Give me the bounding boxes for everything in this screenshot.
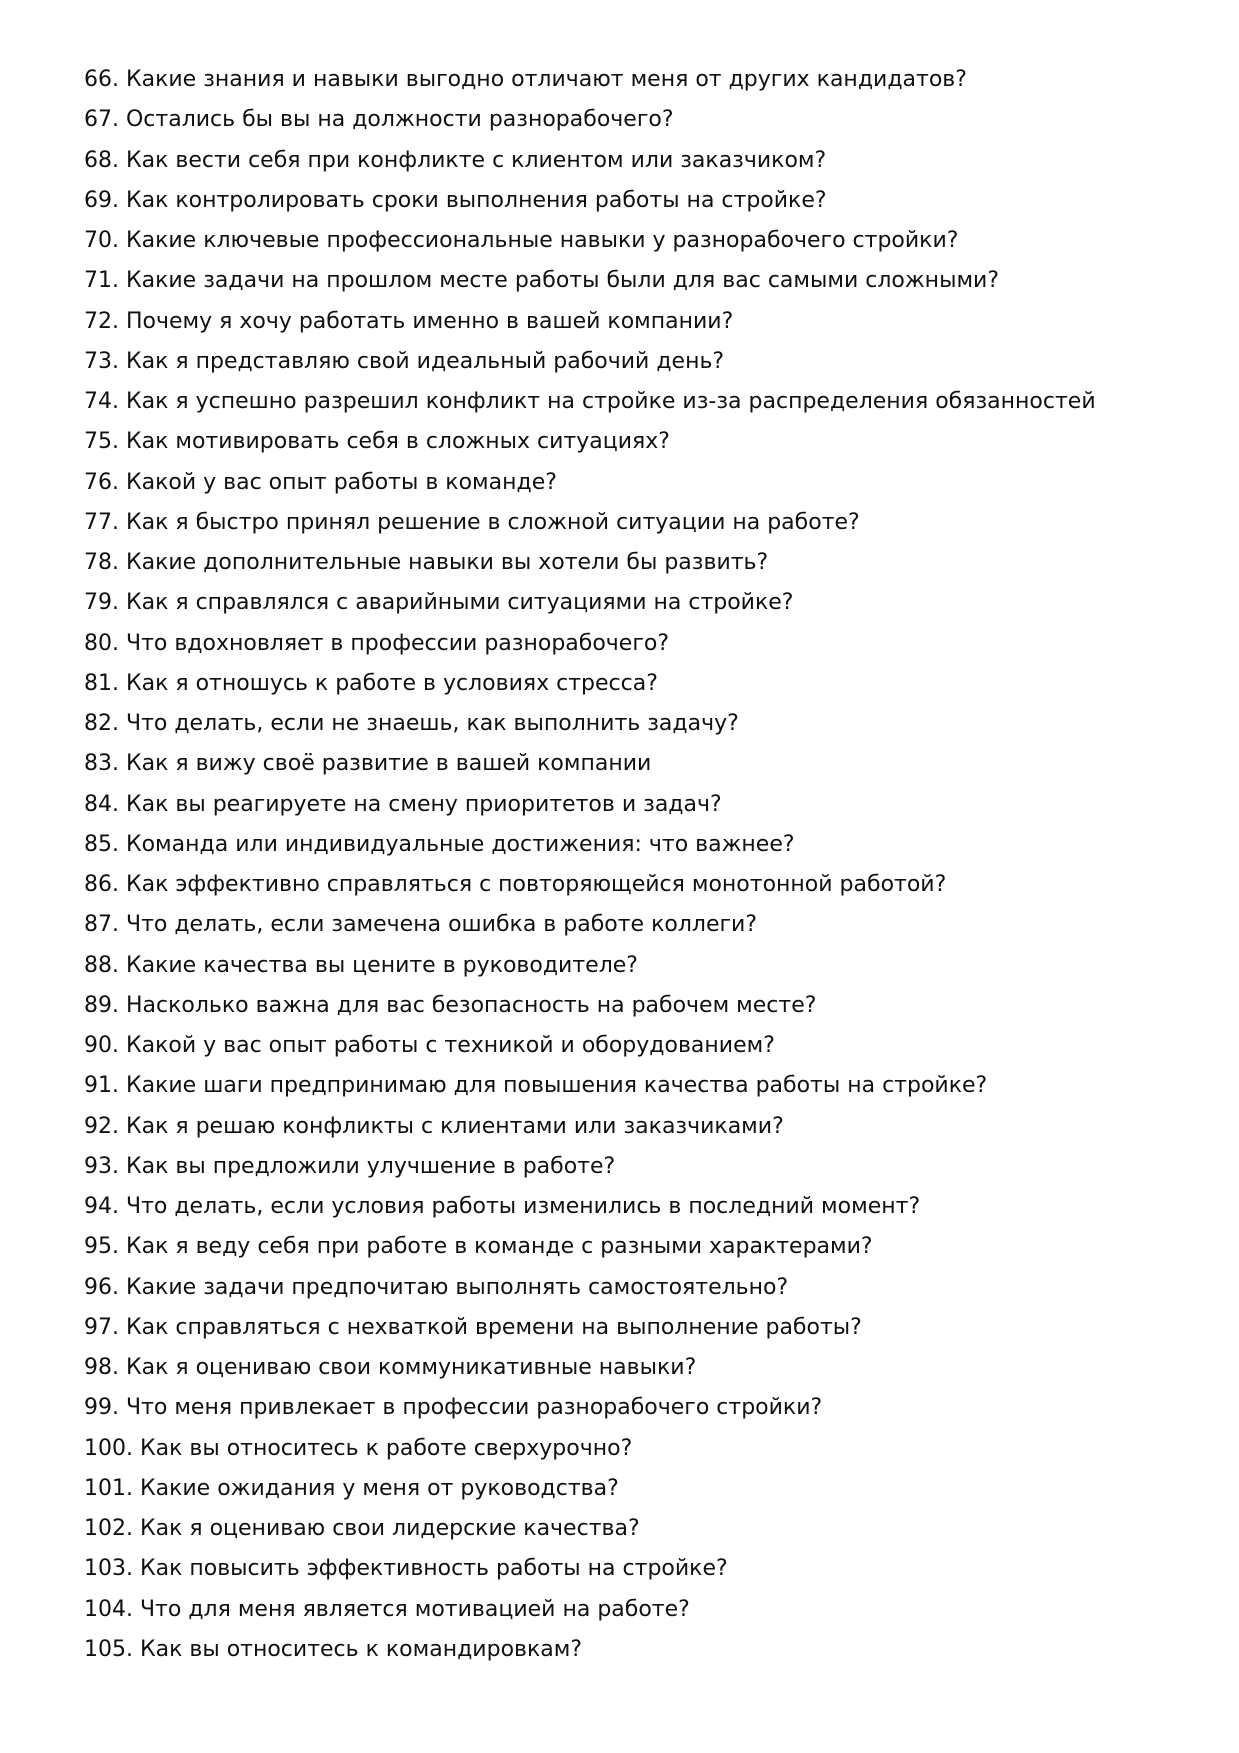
question-item: 82. Что делать, если не знаешь, как выполнить задачу? — [84, 711, 739, 736]
question-item: 104. Что для меня является мотивацией на работе? — [84, 1596, 690, 1622]
question-item: 78. Какие дополнительные навыки вы хотели бы развить? — [84, 550, 769, 575]
question-item: 85. Команда или индивидуальные достижения: что важнее? — [84, 831, 795, 857]
question-item: 91. Какие шаги предпринимаю для повышения качества работы на стройке? — [84, 1073, 988, 1099]
question-item: 69. Как контролировать сроки выполнения работы на стройке? — [84, 187, 827, 213]
question-item: 99. Что меня привлекает в профессии разнорабочего стройки? — [84, 1395, 823, 1421]
question-item: 103. Как повысить эффективность работы на стройке? — [84, 1556, 728, 1582]
question-item: 74. Как я успешно разрешил конфликт на стройке из-за распределения обязанностей — [84, 389, 1096, 414]
question-item: 97. Как справляться с нехваткой времени на выполнение работы? — [84, 1314, 862, 1340]
question-item: 96. Какие задачи предпочитаю выполнять самостоятельно? — [84, 1274, 789, 1300]
question-item: 71. Какие задачи на прошлом месте работы были для вас самыми сложными? — [84, 268, 1000, 294]
question-item: 83. Как я вижу своё развитие в вашей компании — [84, 751, 652, 777]
question-item: 88. Какие качества вы цените в руководителе? — [84, 952, 638, 978]
question-item: 101. Какие ожидания у меня от руководства? — [84, 1475, 619, 1501]
question-item: 94. Что делать, если условия работы изменились в последний момент? — [84, 1194, 921, 1219]
question-item: 84. Как вы реагируете на смену приоритетов и задач? — [84, 791, 722, 817]
question-item: 102. Как я оцениваю свои лидерские качества? — [84, 1516, 640, 1541]
question-item: 93. Как вы предложили улучшение в работе? — [84, 1153, 616, 1179]
question-item: 80. Что вдохновляет в профессии разнорабочего? — [84, 630, 670, 656]
question-item: 105. Как вы относитесь к командировкам? — [84, 1636, 583, 1662]
question-item: 75. Как мотивировать себя в сложных ситуациях? — [84, 429, 670, 455]
question-item: 77. Как я быстро принял решение в сложной ситуации на работе? — [84, 509, 860, 535]
question-item: 66. Какие знания и навыки выгодно отличают меня от других кандидатов? — [84, 67, 967, 92]
question-item: 79. Как я справлялся с аварийными ситуациями на стройке? — [84, 590, 794, 616]
question-item: 92. Как я решаю конфликты с клиентами или заказчиками? — [84, 1113, 784, 1139]
question-item: 72. Почему я хочу работать именно в вашей компании? — [84, 308, 734, 334]
question-item: 81. Как я отношусь к работе в условиях стресса? — [84, 670, 658, 696]
question-item: 87. Что делать, если замечена ошибка в работе коллеги? — [84, 912, 758, 938]
question-item: 90. Какой у вас опыт работы с техникой и оборудованием? — [84, 1033, 775, 1058]
question-item: 73. Как я представляю свой идеальный рабочий день? — [84, 348, 725, 374]
question-item: 67. Остались бы вы на должности разнорабочего? — [84, 107, 674, 133]
question-item: 95. Как я веду себя при работе в команде с разными характерами? — [84, 1234, 873, 1260]
question-list — [84, 60, 1096, 1670]
question-item: 76. Какой у вас опыт работы в команде? — [84, 469, 557, 495]
question-item: 86. Как эффективно справляться с повторяющейся монотонной работой? — [84, 872, 947, 897]
question-item: 100. Как вы относитесь к работе сверхурочно? — [84, 1435, 633, 1461]
question-item: 89. Насколько важна для вас безопасность на рабочем месте? — [84, 992, 817, 1018]
question-item: 70. Какие ключевые профессиональные навыки у разнорабочего стройки? — [84, 228, 959, 253]
question-item: 98. Как я оцениваю свои коммуникативные навыки? — [84, 1355, 697, 1380]
question-item: 68. Как вести себя при конфликте с клиентом или заказчиком? — [84, 147, 827, 173]
